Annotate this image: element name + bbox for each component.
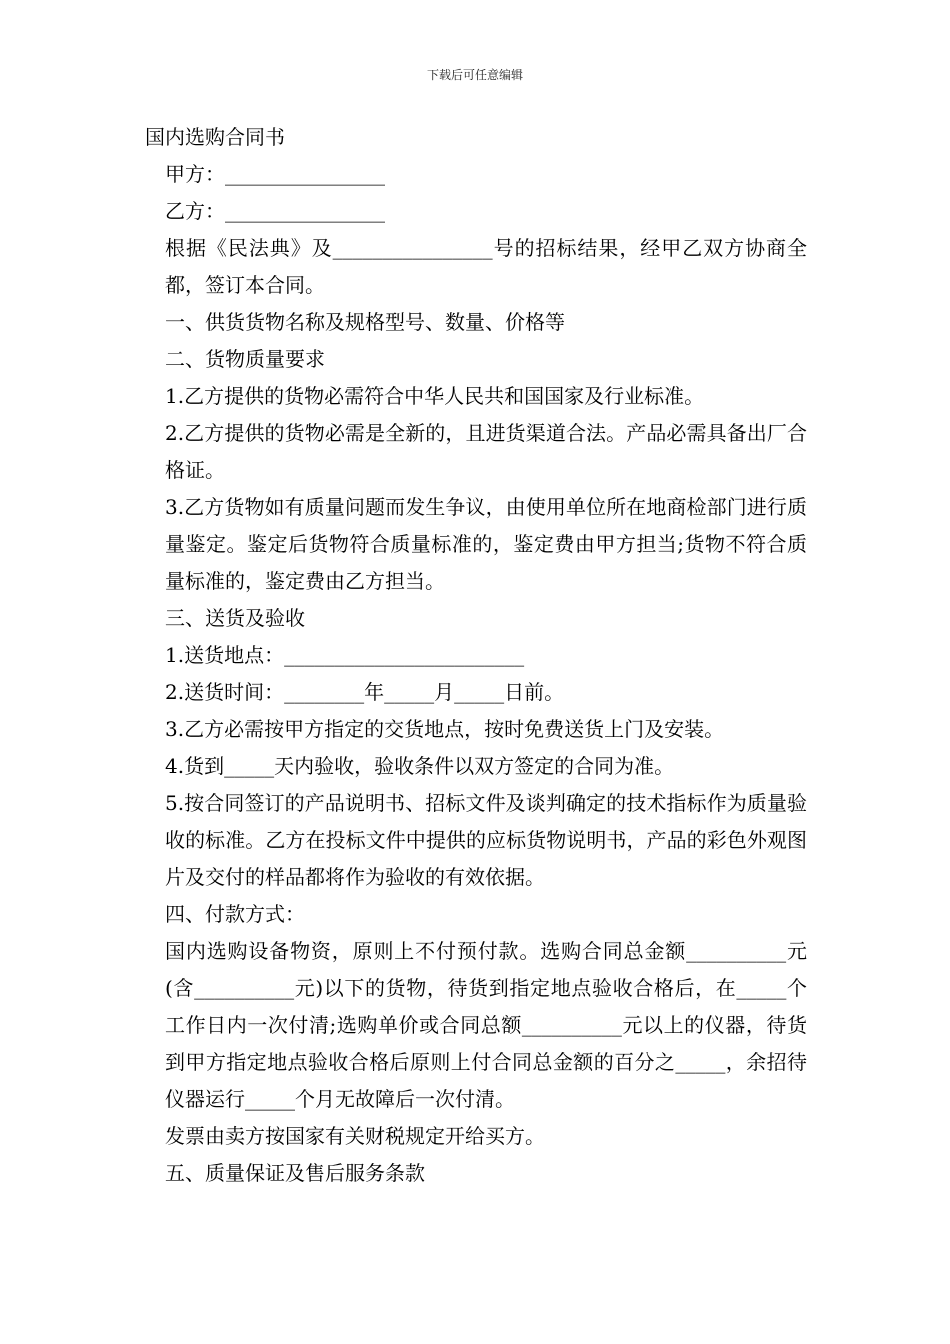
intro-paragraph: 根据《民法典》及________________号的招标结果，经甲乙双方协商全都，签订本合同。 [165, 236, 807, 297]
section-3-item-5: 5.按合同签订的产品说明书、招标文件及谈判确定的技术指标作为质量验收的标准。乙方在投标文件中提供的应标货物说明书，产品的彩色外观图片及交付的样品都将作为验收的有效依据。 [165, 791, 807, 889]
contract-body [145, 119, 807, 1192]
section-3-heading: 三、送货及验收 [165, 606, 305, 630]
section-2-item-3: 3.乙方货物如有质量问题而发生争议，由使用单位所在地商检部门进行质量鉴定。鉴定后货物符合质量标准的，鉴定费由甲方担当;货物不符合质量标准的，鉴定费由乙方担当。 [165, 495, 807, 593]
section-4-paragraph-1: 国内选购设备物资，原则上不付预付款。选购合同总金额__________元(含__________元)以下的货物，待货到指定地点验收合格后，在_____个工作日内一次付清;选购单价或合同总额__________元以上的仪器，待货到甲方指定地点验收合格后原则上付合同总金额的百分之_____，余招待仪器运行_____个月无故障后一次付清。 [165, 939, 807, 1111]
section-1-heading: 一、供货货物名称及规格型号、数量、价格等 [165, 310, 565, 334]
section-4-heading: 四、付款方式： [165, 902, 305, 926]
section-3-item-2: 2.送货时间：________年_____月_____日前。 [165, 680, 565, 704]
section-3-item-1: 1.送货地点：________________________ [165, 643, 525, 667]
section-2-heading: 二、货物质量要求 [165, 347, 325, 371]
party-b-line: 乙方：________________ [165, 199, 385, 223]
page-header: 下载后可任意编辑 [426, 68, 523, 82]
section-2-item-2: 2.乙方提供的货物必需是全新的，且进货渠道合法。产品必需具备出厂合格证。 [165, 421, 807, 482]
section-3-item-4: 4.货到_____天内验收，验收条件以双方签定的合同为准。 [165, 754, 675, 778]
section-3-item-3: 3.乙方必需按甲方指定的交货地点，按时免费送货上门及安装。 [165, 717, 725, 741]
party-a-line: 甲方：________________ [165, 162, 385, 186]
section-2-item-1: 1.乙方提供的货物必需符合中华人民共和国国家及行业标准。 [165, 384, 705, 408]
contract-title: 国内选购合同书 [145, 125, 285, 149]
section-4-paragraph-2: 发票由卖方按国家有关财税规定开给买方。 [165, 1124, 545, 1148]
section-5-heading: 五、质量保证及售后服务条款 [165, 1161, 425, 1185]
